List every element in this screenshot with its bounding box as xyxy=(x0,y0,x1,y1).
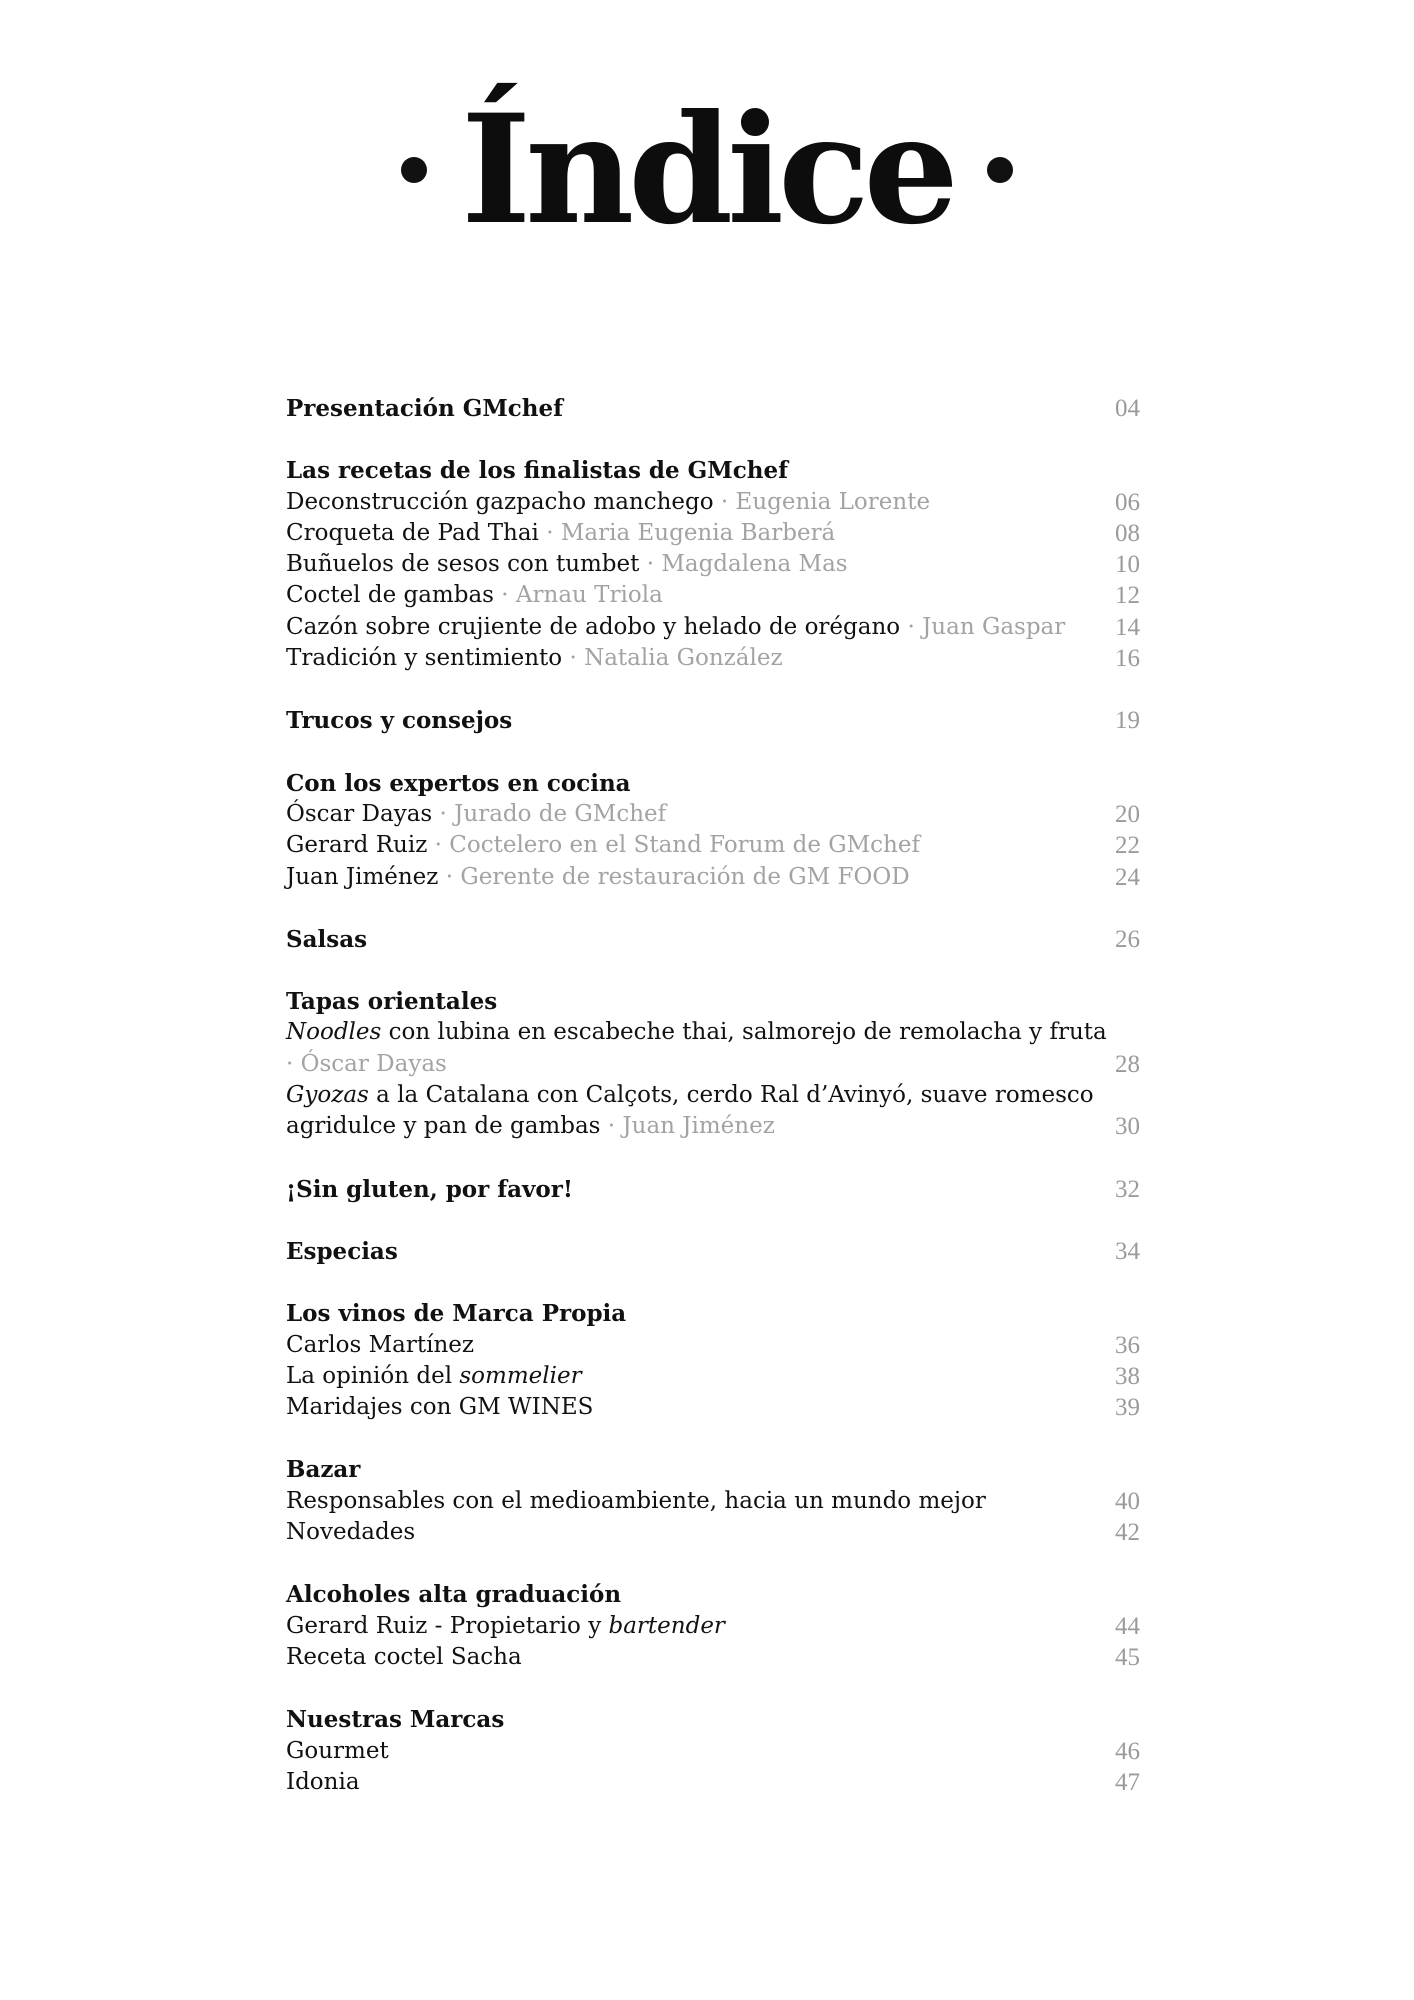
toc-page-number: 44 xyxy=(1115,1612,1140,1640)
entry-title: La opinión del xyxy=(286,1362,460,1389)
entry-title-italic: Noodles xyxy=(286,1019,382,1046)
toc-page-number: 40 xyxy=(1115,1487,1140,1515)
toc-page-number: 08 xyxy=(1115,519,1140,547)
entry-author: · Magdalena Mas xyxy=(639,551,848,578)
entry-author: · Juan Gaspar xyxy=(900,613,1066,640)
toc-section-alcoholes xyxy=(286,1579,1140,1673)
entry-title: Maridajes con GM WINES xyxy=(286,1394,594,1421)
toc-entry[interactable] xyxy=(286,1486,1140,1517)
toc-entry[interactable] xyxy=(286,830,1140,861)
entry-title: Cazón sobre crujiente de adobo y helado de orégano xyxy=(286,613,901,640)
entry-author: · Eugenia Lorente xyxy=(713,488,931,515)
toc-heading[interactable] xyxy=(286,393,1140,424)
toc-page-number: 36 xyxy=(1115,1331,1140,1359)
toc-entry[interactable] xyxy=(286,1517,1140,1548)
entry-title: Tradición y sentimiento xyxy=(286,645,563,672)
toc-heading-text: Salsas xyxy=(286,925,368,953)
entry-author: · Gerente de restauración de GM FOOD xyxy=(438,863,910,890)
entry-title: Óscar Dayas xyxy=(286,800,433,827)
toc-page-number: 14 xyxy=(1115,613,1140,641)
toc-page-number: 30 xyxy=(1115,1113,1140,1141)
toc-heading xyxy=(286,1298,1140,1329)
toc-page-number: 06 xyxy=(1115,488,1140,516)
entry-title: Coctel de gambas xyxy=(286,582,494,609)
entry-title: Juan Jiménez xyxy=(286,863,439,890)
entry-title: Buñuelos de sesos con tumbet xyxy=(286,551,640,578)
toc-entry[interactable] xyxy=(286,487,1140,518)
toc-section-expertos xyxy=(286,768,1140,893)
toc-heading xyxy=(286,1704,1140,1735)
toc-section-tapas xyxy=(286,986,1140,1142)
toc-entry[interactable] xyxy=(286,1767,1140,1798)
toc-entry[interactable] xyxy=(286,799,1140,830)
toc-heading-text: Presentación GMchef xyxy=(286,395,564,422)
toc-heading-text: Bazar xyxy=(286,1456,361,1484)
toc-entry[interactable] xyxy=(286,643,1140,674)
toc-heading-text: Nuestras Marcas xyxy=(286,1706,505,1734)
toc-entry-line[interactable] xyxy=(286,1049,1140,1080)
toc-page-number: 04 xyxy=(1115,395,1140,422)
entry-title: Idonia xyxy=(286,1768,360,1795)
toc-section-marcas xyxy=(286,1704,1140,1798)
toc-section-sin-gluten xyxy=(286,1174,1140,1205)
toc-page-number: 12 xyxy=(1115,582,1140,610)
entry-author: · Arnau Triola xyxy=(493,582,663,609)
toc-heading-text: Alcoholes alta graduación xyxy=(286,1581,622,1609)
toc-entry[interactable] xyxy=(286,612,1140,643)
toc-heading-text: Trucos y consejos xyxy=(286,707,513,735)
toc-page-number: 20 xyxy=(1115,800,1140,828)
toc-page-number: 38 xyxy=(1115,1362,1140,1390)
toc-entry-line[interactable] xyxy=(286,1111,1140,1142)
toc-entry[interactable] xyxy=(286,1392,1140,1423)
toc-entry[interactable] xyxy=(286,549,1140,580)
entry-title: Novedades xyxy=(286,1519,416,1546)
entry-title: con lubina en escabeche thai, salmorejo de remolacha y fruta xyxy=(381,1019,1107,1046)
entry-author: · Juan Jiménez xyxy=(600,1113,775,1140)
toc-page-number: 46 xyxy=(1115,1737,1140,1765)
toc-page-number: 24 xyxy=(1115,863,1140,891)
entry-title: Carlos Martínez xyxy=(286,1331,475,1358)
toc-heading xyxy=(286,768,1140,799)
toc-entry[interactable] xyxy=(286,1330,1140,1361)
toc-page-number: 10 xyxy=(1115,551,1140,579)
toc-entry[interactable] xyxy=(286,1736,1140,1767)
toc-entry[interactable] xyxy=(286,1642,1140,1673)
left-bullet-icon xyxy=(401,157,427,183)
toc-page-number: 19 xyxy=(1115,707,1140,735)
toc-section-bazar xyxy=(286,1454,1140,1548)
entry-title-italic: bartender xyxy=(608,1612,725,1639)
entry-title: Gerard Ruiz - Propietario y xyxy=(286,1612,609,1639)
entry-title: Gourmet xyxy=(286,1737,389,1764)
entry-title: Deconstrucción gazpacho manchego xyxy=(286,488,714,515)
toc-heading-text: Tapas orientales xyxy=(286,988,498,1016)
toc-heading-text: Las recetas de los finalistas de GMchef xyxy=(286,457,788,485)
toc-heading[interactable] xyxy=(286,705,1140,736)
toc-heading xyxy=(286,1454,1140,1485)
toc-page-number: 45 xyxy=(1115,1643,1140,1671)
right-bullet-icon xyxy=(987,157,1013,183)
toc-heading-text: Especias xyxy=(286,1237,398,1265)
toc-entry[interactable] xyxy=(286,580,1140,611)
toc-entry[interactable] xyxy=(286,1611,1140,1642)
toc-section-vinos xyxy=(286,1298,1140,1423)
toc-section-salsas xyxy=(286,924,1140,955)
toc-heading-text: Con los expertos en cocina xyxy=(286,769,631,797)
toc-entry[interactable] xyxy=(286,518,1140,549)
toc-heading[interactable] xyxy=(286,1236,1140,1267)
entry-author: · Óscar Dayas xyxy=(286,1050,447,1077)
toc-heading[interactable] xyxy=(286,1174,1140,1205)
toc-section-presentacion xyxy=(286,393,1140,424)
entry-title: Receta coctel Sacha xyxy=(286,1643,522,1670)
toc-entry-line[interactable] xyxy=(286,1017,1140,1048)
toc-heading xyxy=(286,455,1140,486)
entry-author: · Maria Eugenia Barberá xyxy=(538,519,836,546)
toc-page-number: 26 xyxy=(1115,925,1140,953)
table-of-contents xyxy=(286,393,1140,1829)
entry-title: Croqueta de Pad Thai xyxy=(286,519,539,546)
entry-title: a la Catalana con Calçots, cerdo Ral d’Avinyó, suave romesco xyxy=(368,1082,1094,1109)
toc-section-finalistas xyxy=(286,455,1140,674)
toc-section-especias xyxy=(286,1236,1140,1267)
toc-entry[interactable] xyxy=(286,1361,1140,1392)
toc-page-number: 47 xyxy=(1115,1768,1140,1796)
toc-heading xyxy=(286,986,1140,1017)
toc-entry[interactable] xyxy=(286,862,1140,893)
toc-entry-line[interactable] xyxy=(286,1080,1140,1111)
toc-page-number: 34 xyxy=(1115,1237,1140,1265)
entry-author: · Natalia González xyxy=(562,645,783,672)
toc-heading-text: ¡Sin gluten, por favor! xyxy=(286,1175,573,1203)
toc-page-number: 32 xyxy=(1115,1175,1140,1203)
toc-page-number: 39 xyxy=(1115,1394,1140,1422)
entry-author: · Jurado de GMchef xyxy=(432,800,667,827)
toc-page-number: 42 xyxy=(1115,1519,1140,1547)
page-title: Índice xyxy=(461,82,953,258)
toc-heading[interactable] xyxy=(286,924,1140,955)
toc-section-trucos xyxy=(286,705,1140,736)
toc-page-number: 16 xyxy=(1115,645,1140,673)
entry-title: Gerard Ruiz xyxy=(286,832,428,859)
entry-title-italic: sommelier xyxy=(459,1362,582,1389)
toc-page-number: 22 xyxy=(1115,832,1140,860)
entry-author: · Coctelero en el Stand Forum de GMchef xyxy=(427,832,920,859)
page-title-block xyxy=(0,82,1414,258)
toc-heading-text: Los vinos de Marca Propia xyxy=(286,1300,627,1328)
toc-heading xyxy=(286,1579,1140,1610)
entry-title: agridulce y pan de gambas xyxy=(286,1113,601,1140)
entry-title: Responsables con el medioambiente, hacia un mundo mejor xyxy=(286,1487,986,1514)
toc-page-number: 28 xyxy=(1115,1050,1140,1078)
entry-title-italic: Gyozas xyxy=(286,1082,369,1109)
